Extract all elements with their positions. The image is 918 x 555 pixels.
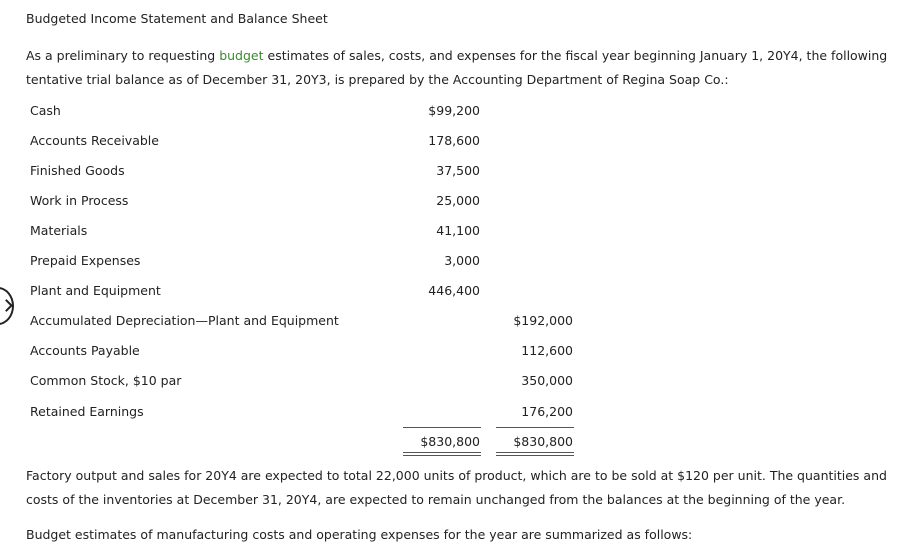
tb-account: Common Stock, $10 par bbox=[30, 373, 182, 388]
credit-double-rule-bottom bbox=[496, 455, 574, 456]
tb-credit: $192,000 bbox=[513, 313, 573, 328]
tb-credit: 350,000 bbox=[521, 373, 573, 388]
tb-account: Accounts Payable bbox=[30, 343, 140, 358]
tb-row bbox=[0, 223, 918, 253]
tb-account: Accumulated Depreciation—Plant and Equipment bbox=[30, 313, 339, 328]
tb-debit: $99,200 bbox=[428, 103, 480, 118]
tb-account: Plant and Equipment bbox=[30, 283, 161, 298]
tb-row bbox=[0, 343, 918, 373]
debit-total-rule bbox=[403, 427, 481, 428]
tb-debit: 3,000 bbox=[444, 253, 480, 268]
tb-account: Cash bbox=[30, 103, 61, 118]
tb-debit: 37,500 bbox=[436, 163, 480, 178]
intro-paragraph bbox=[26, 44, 906, 92]
tb-debit: 41,100 bbox=[436, 223, 480, 238]
tb-debit-total: $830,800 bbox=[420, 434, 480, 449]
tb-account: Retained Earnings bbox=[30, 404, 144, 419]
tb-account: Work in Process bbox=[30, 193, 129, 208]
tb-credit-total: $830,800 bbox=[513, 434, 573, 449]
tb-credit: 112,600 bbox=[521, 343, 573, 358]
tb-row bbox=[0, 313, 918, 343]
debit-double-rule-bottom bbox=[403, 455, 481, 456]
tb-row bbox=[0, 193, 918, 223]
tb-row bbox=[0, 283, 918, 313]
credit-total-rule bbox=[496, 427, 574, 428]
tb-debit: 25,000 bbox=[436, 193, 480, 208]
tb-row bbox=[0, 133, 918, 163]
tb-account: Prepaid Expenses bbox=[30, 253, 141, 268]
budget-estimates-paragraph: Budget estimates of manufacturing costs and operating expenses for the year are summarized as follows: bbox=[26, 527, 693, 542]
intro-text-after: estimates of sales, costs, and expenses for the fiscal year beginning January 1, 20Y4, the following tentative trial balance as of December 31, 20Y3, is prepared by the Accounting Department of Regina Soap Co.: bbox=[26, 48, 888, 87]
tb-row bbox=[0, 404, 918, 434]
factory-output-paragraph: Factory output and sales for 20Y4 are expected to total 22,000 units of product, which are to be sold at $120 per unit. The quantities and costs of the inventories at December 31, 20Y4, are expected to remain unchanged from the balances at the beginning of the year. bbox=[26, 468, 887, 507]
tb-row bbox=[0, 163, 918, 193]
tb-debit: 178,600 bbox=[428, 133, 480, 148]
tb-credit: 176,200 bbox=[521, 404, 573, 419]
tb-account: Finished Goods bbox=[30, 163, 125, 178]
debit-double-rule-top bbox=[403, 452, 481, 453]
tb-row bbox=[0, 373, 918, 403]
tb-account: Accounts Receivable bbox=[30, 133, 159, 148]
tb-row bbox=[0, 103, 918, 133]
budget-link[interactable]: budget bbox=[219, 48, 264, 63]
tb-account: Materials bbox=[30, 223, 88, 238]
credit-double-rule-top bbox=[496, 452, 574, 453]
tb-row bbox=[0, 253, 918, 283]
tb-totals-row bbox=[0, 434, 918, 464]
page-title: Budgeted Income Statement and Balance Sheet bbox=[26, 11, 328, 26]
tb-debit: 446,400 bbox=[428, 283, 480, 298]
intro-text-before: As a preliminary to requesting bbox=[26, 48, 220, 63]
